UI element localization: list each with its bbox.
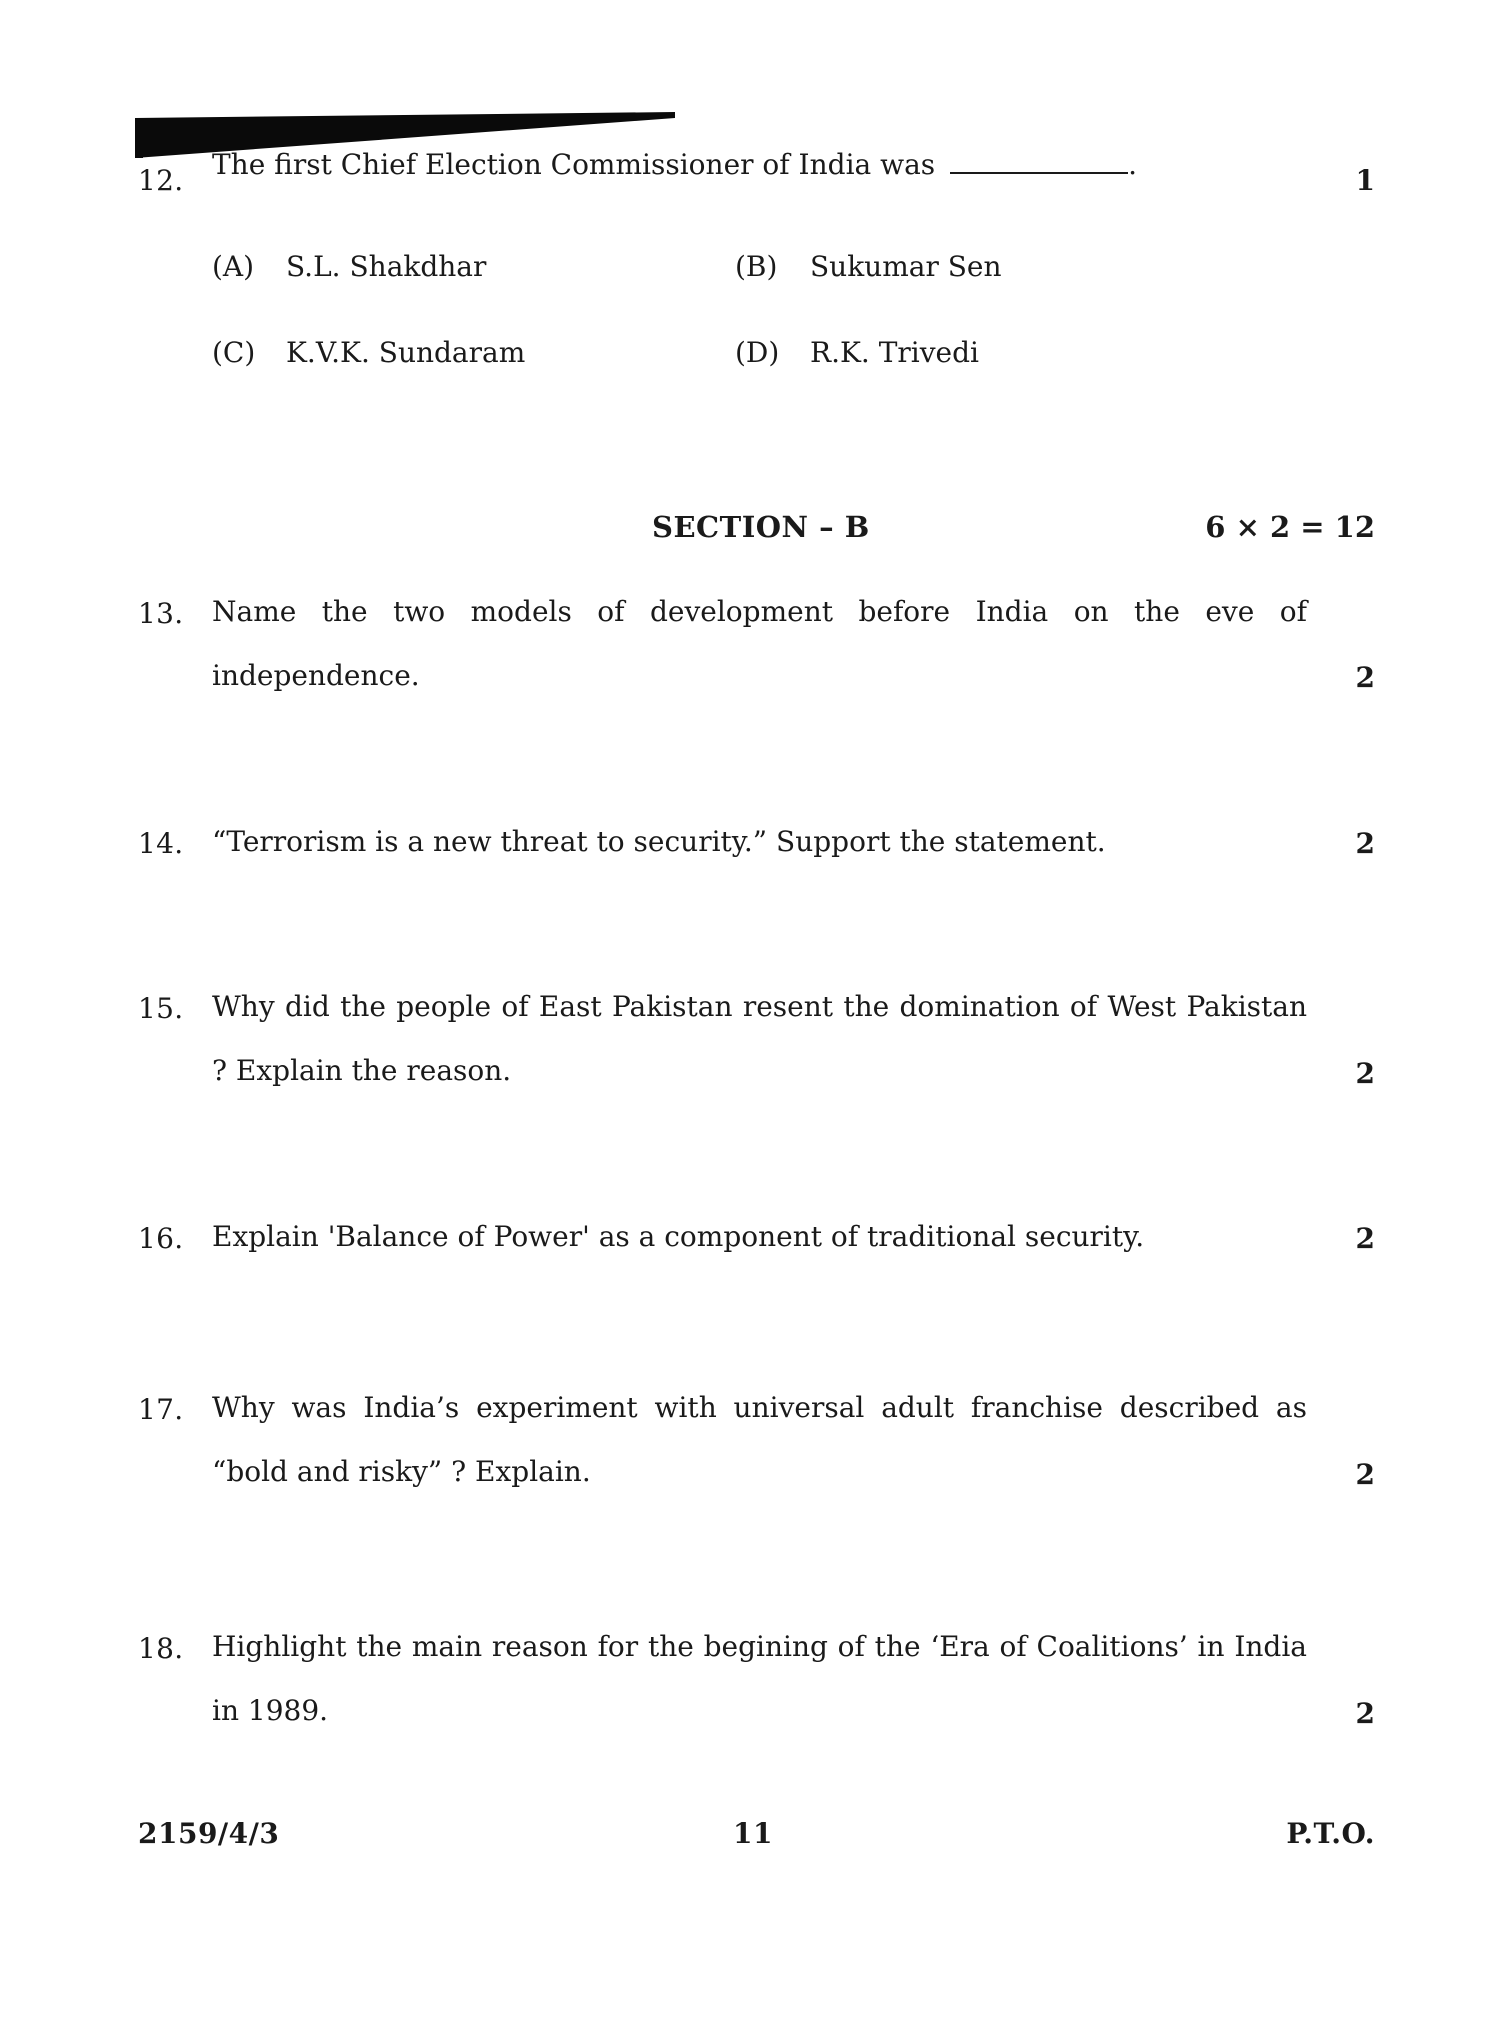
option-d-letter: (D) xyxy=(735,336,780,369)
question-text: Highlight the main reason for the begining of the ‘Era of Coalitions’ in India in 1989. xyxy=(212,1630,1307,1727)
question-marks: 2 xyxy=(1355,1458,1375,1491)
option-a-text: S.L. Shakdhar xyxy=(286,250,487,283)
question-text: Explain 'Balance of Power' as a component of traditional security. xyxy=(212,1220,1145,1253)
option-a-letter: (A) xyxy=(212,250,255,283)
question-text-content: The first Chief Election Commissioner of India was xyxy=(212,148,936,181)
option-c-text: K.V.K. Sundaram xyxy=(286,336,526,369)
question-number: 15. xyxy=(138,992,184,1025)
question-marks: 2 xyxy=(1355,1697,1375,1730)
option-d-text: R.K. Trivedi xyxy=(810,336,979,369)
section-title: SECTION – B xyxy=(652,510,870,544)
answer-blank xyxy=(950,171,1128,174)
question-text: The first Chief Election Commissioner of India was . xyxy=(212,148,1137,181)
question-marks: 2 xyxy=(1355,1057,1375,1090)
option-c-letter: (C) xyxy=(212,336,256,369)
question-number: 17. xyxy=(138,1393,184,1426)
question-number: 16. xyxy=(138,1222,184,1255)
question-number: 18. xyxy=(138,1632,184,1665)
question-text: Name the two models of development before India on the eve of independence. xyxy=(212,595,1307,692)
option-b-letter: (B) xyxy=(735,250,778,283)
question-text: “Terrorism is a new threat to security.” Support the statement. xyxy=(212,825,1106,858)
question-number: 13. xyxy=(138,597,184,630)
paper-code: 2159/4/3 xyxy=(138,1817,280,1850)
question-marks: 2 xyxy=(1355,661,1375,694)
question-number: 14. xyxy=(138,827,184,860)
question-number: 12. xyxy=(138,164,184,197)
question-marks: 2 xyxy=(1355,1222,1375,1255)
question-marks: 2 xyxy=(1355,827,1375,860)
question-text: Why did the people of East Pakistan resent the domination of West Pakistan ? Explain the reason. xyxy=(212,990,1307,1087)
option-b-text: Sukumar Sen xyxy=(810,250,1002,283)
pto-label: P.T.O. xyxy=(1286,1817,1375,1850)
section-marks: 6 × 2 = 12 xyxy=(1205,510,1375,544)
question-marks: 1 xyxy=(1355,164,1375,197)
question-text: Why was India’s experiment with universal adult franchise described as “bold and risky” ? Explain. xyxy=(212,1391,1307,1488)
page-number: 11 xyxy=(733,1817,773,1850)
